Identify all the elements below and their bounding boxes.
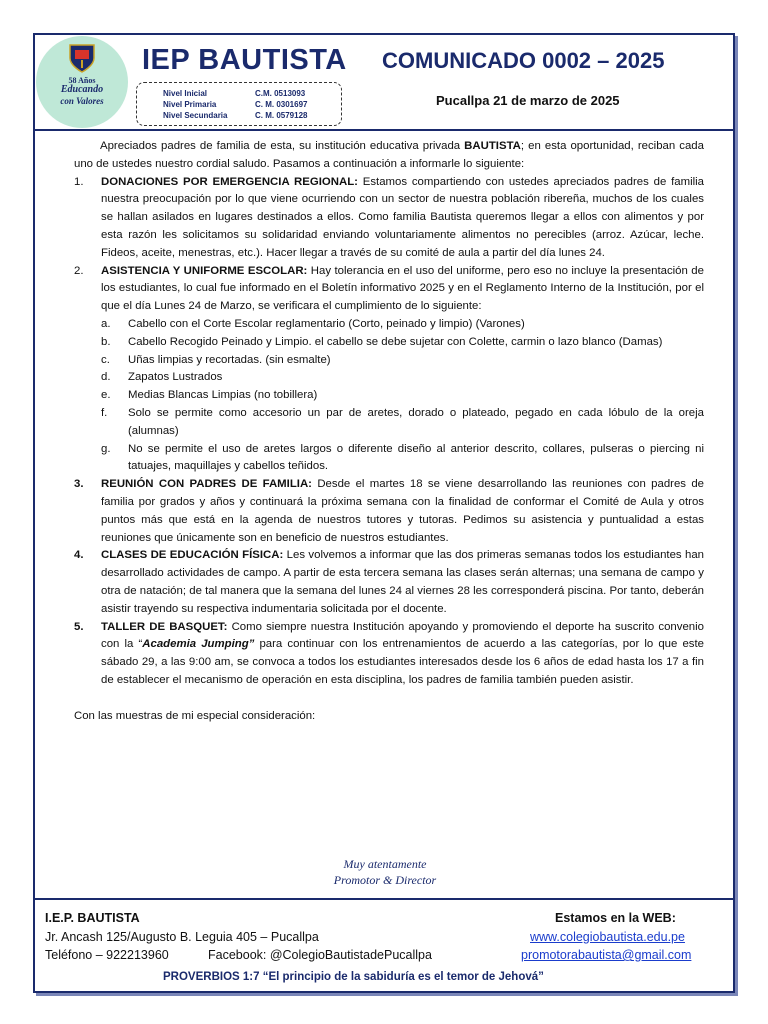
sub-text: Zapatos Lustrados <box>128 371 223 384</box>
level-row <box>163 89 306 98</box>
sub-item <box>101 334 704 352</box>
item-text: Les volvemos a informar que las dos primeras semanas todos los estudiantes han desarrollado actividades de campo. A partir de esta tercera semana las clases serán alternas; una semana de campo y otra de natación; de tal manera que la semana del lunes 24 al viernes 28 les corresponderá piscina. Por tanto, deberán asistir trayendo su respectiva indumentaria solicitada por el docente. <box>101 549 704 615</box>
footer-verse: PROVERBIOS 1:7 “El principio de la sabiduría es el temor de Jehová” <box>163 971 544 983</box>
sub-text: Uñas limpias y recortadas. (sin esmalte) <box>128 353 331 366</box>
logo-years: 58 Años <box>68 76 96 85</box>
item-title: DONACIONES POR EMERGENCIA REGIONAL: <box>101 175 358 188</box>
level-row <box>163 111 308 120</box>
item-title: ASISTENCIA Y UNIFORME ESCOLAR: <box>101 264 308 277</box>
sub-letter: d. <box>101 371 111 384</box>
level-code: C. M. 0579128 <box>255 111 308 120</box>
sub-text: Medias Blancas Limpias (no tobillera) <box>128 389 318 402</box>
sub-item <box>101 352 704 370</box>
item-number: 2. <box>74 264 84 277</box>
school-logo <box>36 36 128 128</box>
sub-letter: g. <box>101 442 111 455</box>
item-number: 1. <box>74 175 84 188</box>
sub-text: Solo se permite como accesorio un par de aretes, dorado o plateado, pegado en cada lóbulo de la oreja (alumnas) <box>128 406 704 437</box>
sub-letter: b. <box>101 335 111 348</box>
document-date: Pucallpa 21 de marzo de 2025 <box>436 93 620 108</box>
item-number: 5. <box>74 620 84 633</box>
level-name: Nivel Secundaria <box>163 111 228 120</box>
list-item <box>74 174 704 263</box>
sub-text: Cabello Recogido Peinado y Limpio. el cabello se debe sujetar con Colette, carmin o lazo blanco (Damas) <box>128 335 663 348</box>
levels-box <box>136 82 342 126</box>
sub-letter: e. <box>101 389 111 402</box>
list-item <box>74 547 704 618</box>
item-number: 4. <box>74 549 84 562</box>
website-link[interactable]: www.colegiobautista.edu.pe <box>530 930 685 944</box>
intro-text: ; en esta oportunidad, reciban cada uno de ustedes nuestro cordial saludo. Pasamos a continuación a informarle lo siguiente: <box>74 140 704 170</box>
sub-text: No se permite el uso de aretes largos o diferente diseño al anterior descrito, collares, pulseras o piercing ni tatuajes, maquillajes y cabellos teñidos. <box>128 442 704 473</box>
sub-item <box>101 405 704 441</box>
footer-phone: Teléfono – 922213960 <box>45 948 169 962</box>
footer-facebook: Facebook: @ColegioBautistadePucallpa <box>208 948 432 962</box>
sub-item <box>101 441 704 477</box>
item-title: TALLER DE BASQUET: <box>101 620 228 633</box>
email-link[interactable]: promotorabautista@gmail.com <box>521 948 692 962</box>
item-text: Estamos compartiendo con ustedes apreciados padres de familia nuestra preocupación por lo que viene ocurriendo con un sector de nuestra población ribereña, muchos de los cuales se hallan asilados en lugares destinados a ellos. Como familia Bautista queremos llegar a ellos con alimentos y por esta razón les solicitamos su solidaridad enviando voluntariamente alimentos no perecibles (arroz. Azúcar, leche. Fideos, aceite, menestras, etc.). Hacer llegar a través de su comité de aula a partir del día lunes 24. <box>101 175 705 259</box>
sub-item <box>101 369 704 387</box>
signature-line2: Promotor & Director <box>333 873 437 887</box>
level-code: C.M. 0513093 <box>255 89 306 98</box>
level-name: Nivel Primaria <box>163 100 217 109</box>
sub-letter: a. <box>101 317 111 330</box>
item-number: 3. <box>74 478 84 491</box>
sub-letter: c. <box>101 353 110 366</box>
intro-paragraph <box>74 138 704 174</box>
footer-org: I.E.P. BAUTISTA <box>45 911 140 925</box>
level-row <box>163 100 308 109</box>
sub-item <box>101 316 704 334</box>
school-name: IEP BAUTISTA <box>142 44 347 76</box>
list-item <box>74 263 704 477</box>
level-code: C. M. 0301697 <box>255 100 308 109</box>
item-text: para continuar con los entrenamientos de acuerdo a las categorías, por lo que este sábado 29, a las 9:00 am, se convoca a todos los estudiantes interesados desde los 6 años de edad hasta los 17 a fin de establecer el mecanismo de operación en esta disciplina, los padres de familia también pueden asistir. <box>101 638 705 686</box>
item-title: CLASES DE EDUCACIÓN FÍSICA: <box>101 549 284 562</box>
signature-block <box>300 856 470 888</box>
sub-text: Cabello con el Corte Escolar reglamentario (Corto, peinado y limpio) (Varones) <box>128 317 525 330</box>
item-text: Como siempre nuestra Institución apoyando y promoviendo el deporte ha suscrito convenio con la “ <box>101 620 704 651</box>
signature-line1: Muy atentamente <box>343 857 427 871</box>
sub-letter: f. <box>101 406 108 419</box>
level-name: Nivel Inicial <box>163 89 208 98</box>
numbered-list <box>74 174 704 690</box>
list-item <box>74 476 704 547</box>
sub-item <box>101 387 704 405</box>
sub-list <box>101 316 704 476</box>
logo-line1: Educando <box>60 84 104 95</box>
shield-icon <box>66 42 98 74</box>
item-text: Hay tolerancia en el uso del uniforme, pero eso no incluye la presentación de los estudiantes, lo cual fue informado en el Boletín informativo 2025 y en el Reglamento Interno de la Institución, por el que el día Lunes 24 de Marzo, se verificara el cumplimiento de lo siguiente: <box>101 264 704 313</box>
intro-text: Apreciados padres de familia de esta, su institución educativa privada <box>100 140 465 152</box>
intro-bold: BAUTISTA <box>464 140 521 152</box>
item-text: Desde el martes 18 se viene desarrollando las reuniones con padres de familia por grados y años y continuará la próxima semana con la finalidad de conformar el Comité de Aula y otros puntos más que está en la agenda de nuestros tutores y tutoras. Pedimos su asistencia y puntualidad a estas reuniones que únicamente son en beneficio de nuestros estudiantes. <box>101 478 704 544</box>
item-title: REUNIÓN CON PADRES DE FAMILIA: <box>101 478 312 491</box>
comunicado-title: COMUNICADO 0002 – 2025 <box>382 48 665 73</box>
document-body <box>74 138 704 726</box>
closing-line: Con las muestras de mi especial consideración: <box>74 709 316 722</box>
list-item <box>74 619 704 690</box>
logo-line2: con Valores <box>60 96 104 106</box>
footer-address: Jr. Ancash 125/Augusto B. Leguia 405 – Pucallpa <box>45 930 319 944</box>
item-emphasis: Academia Jumping” <box>142 638 255 651</box>
footer-web-label: Estamos en la WEB: <box>555 911 676 925</box>
footer-divider <box>33 898 735 900</box>
